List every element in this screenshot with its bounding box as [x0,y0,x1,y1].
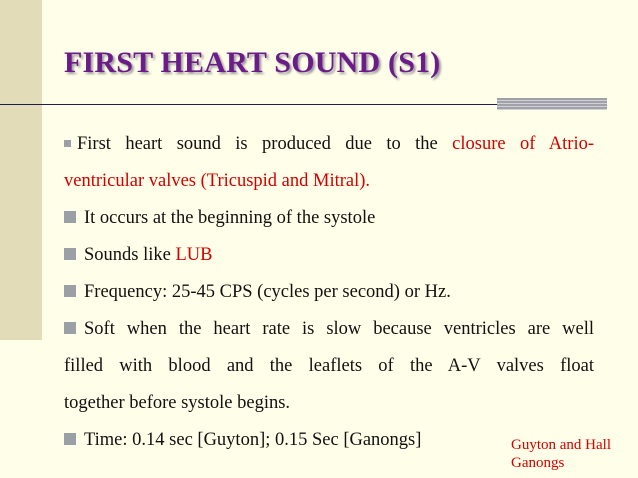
paragraph-2-line-3: together before systole begins. [64,393,291,413]
bullet-sounds-like: Sounds like LUB [64,237,594,274]
bullet-time: Time: 0.14 sec [Guyton]; 0.15 Sec [Ganongs] [64,422,594,459]
square-bullet-icon [64,322,76,334]
paragraph-2-line-1: Soft when the heart rate is slow because ventricles are well [64,311,594,348]
square-bullet-icon [64,285,76,297]
left-decorative-bar [0,0,42,340]
paragraph-2-line-2: filled with blood and the leaflets of the A-V valves float [64,356,594,376]
small-square-bullet-icon [64,140,71,147]
square-bullet-icon [64,433,76,445]
bullet-systole: It occurs at the beginning of the systole [64,200,594,237]
reference-line-2: Ganongs [511,455,565,471]
square-bullet-icon [64,248,76,260]
reference-line-1: Guyton and Hall [511,437,611,453]
title-divider-line [0,104,560,105]
paragraph-1-line-1: First heart sound is produced due to the closure of Atrio- [64,126,594,163]
slide-title: FIRST HEART SOUND (S1) [64,46,441,79]
title-divider-block [497,98,607,110]
reference-note [511,436,611,472]
bullet-frequency: Frequency: 25-45 CPS (cycles per second) or Hz. [64,274,594,311]
paragraph-1-line-2: ventricular valves (Tricuspid and Mitral). [64,171,371,191]
slide-body [64,126,594,459]
square-bullet-icon [64,211,76,223]
